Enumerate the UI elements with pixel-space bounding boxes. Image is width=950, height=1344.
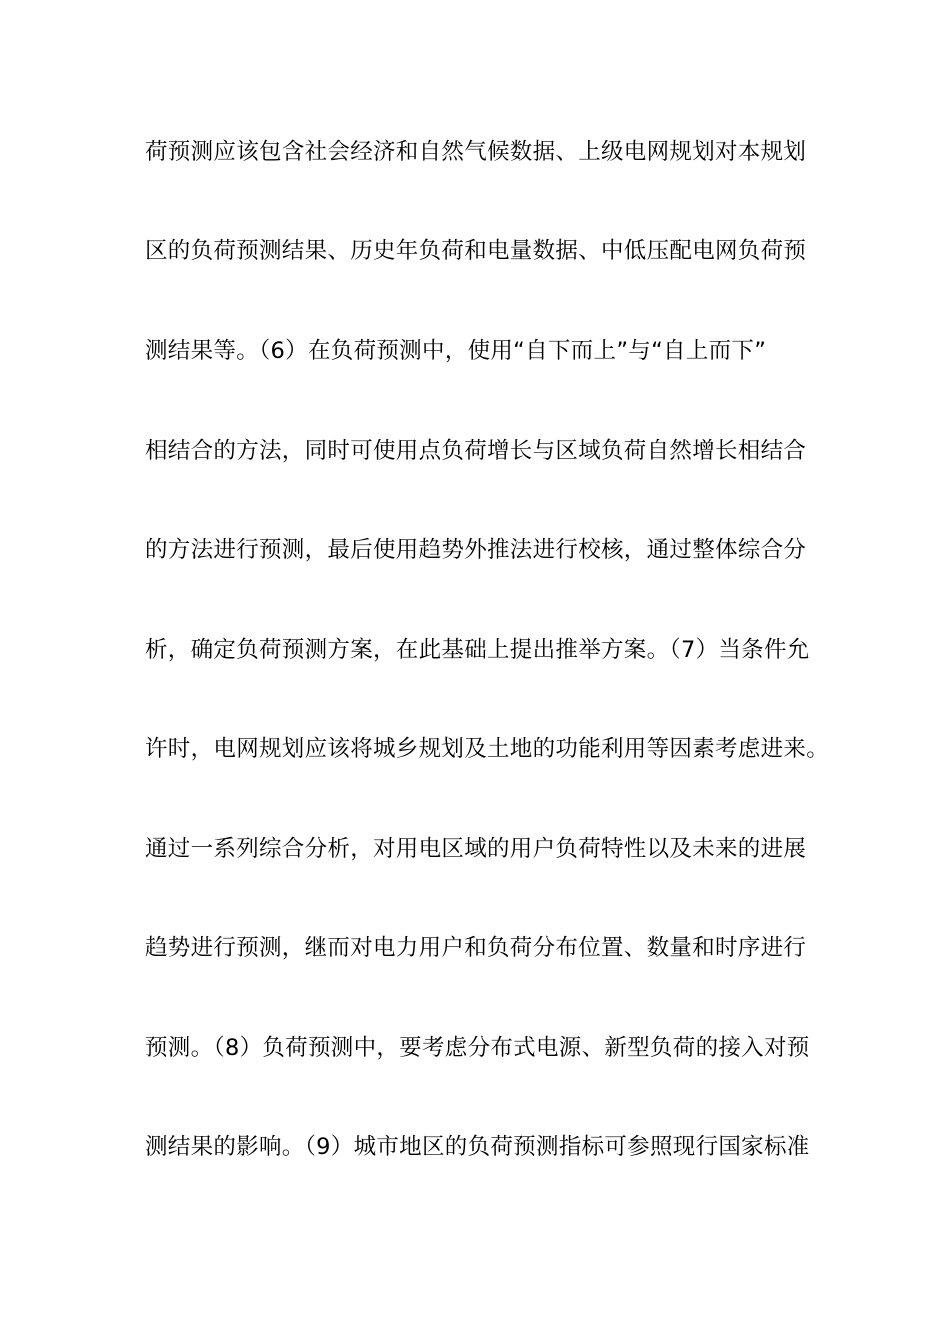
text-line-9: 趋势进行预测，继而对电力用户和负荷分布位置、数量和时序进行 [145, 935, 807, 961]
text-line-7: 许时，电网规划应该将城乡规划及土地的功能利用等因素考虑进来。 [145, 736, 830, 762]
text-line-8: 通过一系列综合分析，对用电区域的用户负荷特性以及未来的进展 [145, 836, 807, 862]
text-line-10: 预测。（8）负荷预测中，要考虑分布式电源、新型负荷的接入对预 [145, 1035, 810, 1061]
text-line-4: 相结合的方法，同时可使用点负荷增长与区域负荷自然增长相结合 [145, 438, 807, 464]
text-line-6: 析，确定负荷预测方案，在此基础上提出推举方案。（7）当条件允 [145, 637, 810, 663]
text-line-3: 测结果等。（6）在负荷预测中，使用“自下而上”与“自上而下” [145, 338, 767, 364]
text-line-11: 测结果的影响。（9）城市地区的负荷预测指标可参照现行国家标准 [145, 1134, 810, 1160]
text-line-1: 荷预测应该包含社会经济和自然气候数据、上级电网规划对本规划 [145, 139, 807, 165]
text-line-2: 区的负荷预测结果、历史年负荷和电量数据、中低压配电网负荷预 [145, 238, 807, 264]
text-line-5: 的方法进行预测，最后使用趋势外推法进行校核，通过整体综合分 [145, 537, 807, 563]
